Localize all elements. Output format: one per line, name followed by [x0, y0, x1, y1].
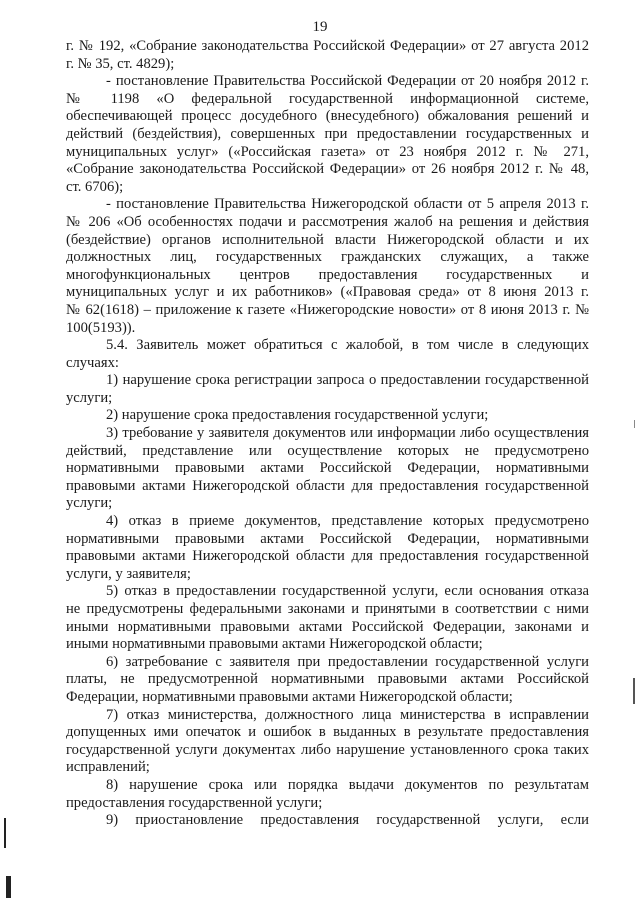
text-line: г. № 35, ст. 4829); [66, 55, 175, 72]
text-line: муниципальных услуг и их работников» («Правовая среда» от 8 июня 2013 г. [66, 284, 589, 301]
text-line: нормативными правовыми актами Российской Федерации, нормативными [66, 460, 589, 477]
text-line: платы, не предусмотренной нормативными правовыми актами Российской [66, 671, 589, 688]
scan-mark [634, 420, 635, 428]
text-line: предоставления государственной услуги; [66, 794, 323, 811]
text-line: действий, представление или осуществление которых не предусмотрено [66, 442, 589, 459]
text-line: 100(5193)). [66, 319, 136, 336]
text-line: услуги; [66, 389, 113, 406]
text-line: - постановление Правительства Нижегородской области от 5 апреля 2013 г. [106, 196, 589, 213]
text-line: 5) отказ в предоставлении государственной услуги, если основания отказа [106, 583, 589, 600]
text-line: услуги; [66, 495, 113, 512]
text-line: нормативными правовыми актами Российской Федерации, нормативными [66, 530, 589, 547]
text-line: 6) затребование с заявителя при предоставлении государственной услуги [106, 653, 589, 670]
text-line: государственной услуги документах либо нарушение установленного срока таких [66, 741, 589, 758]
scan-mark [6, 876, 11, 898]
text-line: № 62(1618) – приложение к газете «Нижегородские новости» от 8 июня 2013 г. № [66, 301, 589, 318]
text-line: муниципальных услуг» («Российская газета» от 23 ноября 2012 г. № 271, [66, 143, 589, 160]
text-line: обеспечивающей процесс досудебного (внесудебного) обжалования решений и [66, 108, 589, 125]
text-line: 5.4. Заявитель может обратиться с жалобой, в том числе в следующих [106, 337, 589, 354]
text-line: 2) нарушение срока предоставления государственной услуги; [106, 407, 489, 424]
document-body [66, 38, 589, 830]
text-line: правовыми актами Нижегородской области для предоставления государственной [66, 548, 589, 565]
text-line: исправлений; [66, 759, 150, 776]
text-line: случаях: [66, 354, 119, 371]
text-line: № 206 «Об особенностях подачи и рассмотрения жалоб на решения и действия [66, 213, 589, 230]
page-number: 19 [312, 19, 328, 35]
scan-mark [633, 678, 635, 704]
text-line: не предусмотрены федеральными законами и принятыми в соответствии с ними [66, 601, 589, 617]
text-line: 8) нарушение срока или порядка выдачи документов по результатам [106, 776, 589, 793]
text-line: - постановление Правительства Российской Федерации от 20 ноября 2012 г. [106, 73, 589, 90]
text-line: 7) отказ министерства, должностного лица министерства в исправлении [106, 706, 589, 723]
text-line: 3) требование у заявителя документов или информации либо осуществления [106, 425, 589, 442]
text-line: многофункциональных центров предоставления государственных и [66, 266, 589, 283]
text-line: г. № 192, «Собрание законодательства Российской Федерации» от 27 августа 2012 [66, 38, 589, 54]
text-line: иными нормативными правовыми актами Российской Федерации, законами и [66, 618, 589, 635]
text-line: услуги, у заявителя; [66, 565, 191, 582]
text-line: (бездействие) органов исполнительной власти Нижегородской области и их [66, 231, 589, 248]
text-line: допущенных ими опечаток и ошибок в выданных в результате предоставления [66, 724, 589, 741]
text-line: 1) нарушение срока регистрации запроса о предоставлении государственной [106, 372, 589, 389]
text-line: действий (бездействия), совершенных при предоставлении государственных и [66, 125, 589, 142]
text-line: «Собрание законодательства Российской Федерации» от 26 ноября 2012 г. № 48, [66, 161, 589, 178]
text-line: правовыми актами Нижегородской области для предоставления государственной [66, 477, 589, 494]
text-line: ст. 6706); [66, 178, 124, 195]
scan-mark [4, 818, 6, 848]
text-line: Федерации, нормативными правовыми актами Нижегородской области; [66, 688, 513, 705]
text-line: должностных лиц, государственных гражданских служащих, а также [66, 249, 589, 266]
text-line: иными нормативными правовыми актами Нижегородской области; [66, 636, 483, 653]
text-line: 4) отказ в приеме документов, представление которых предусмотрено [106, 513, 589, 530]
text-line: № 1198 «О федеральной государственной информационной системе, [66, 90, 589, 107]
text-line: 9) приостановление предоставления государственной услуги, если [106, 812, 589, 829]
